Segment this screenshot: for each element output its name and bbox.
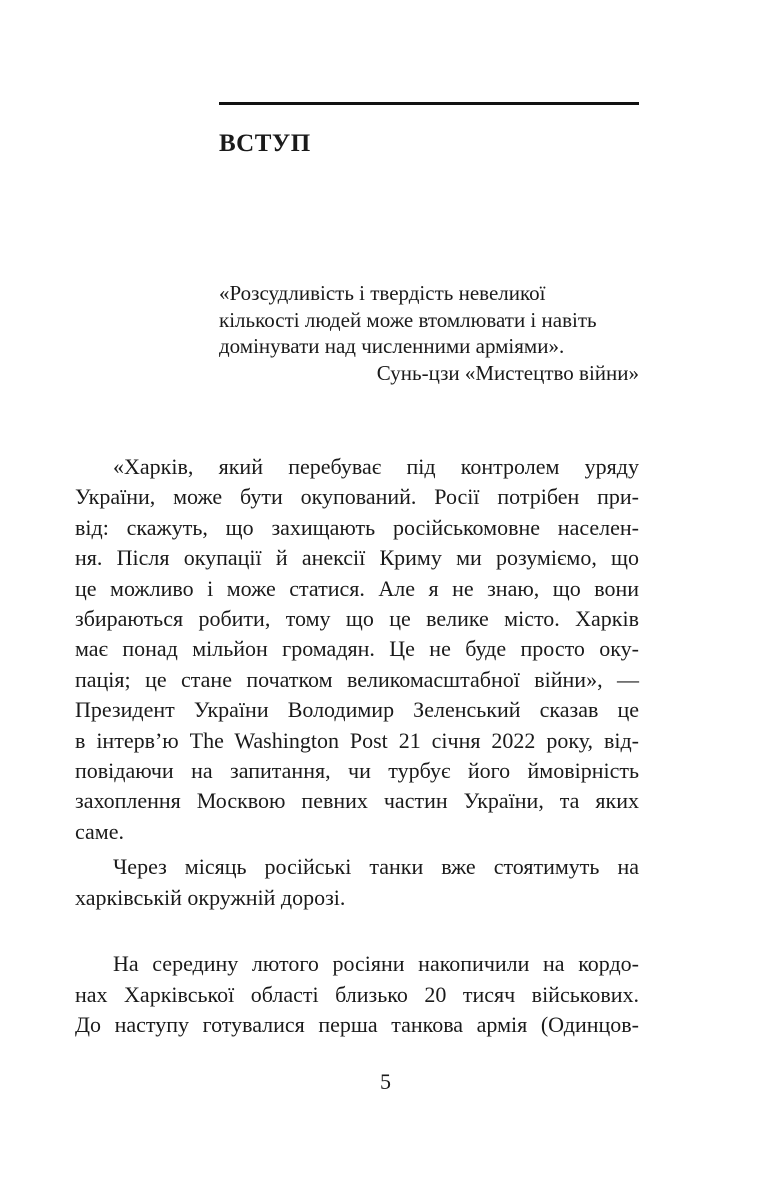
body-text [75,452,639,1040]
text-line: «Харків, який перебуває під контролем уряду [113,454,639,479]
text-line: збираються робити, тому що це велике місто. Харків [75,606,639,632]
text-line: України, може бути окупований. Росії потрібен при- [75,484,639,510]
text-line: На середину лютого росіяни накопичили на кордо- [113,951,639,977]
epigraph-attribution: Сунь-цзи «Мистецтво війни» [376,360,639,385]
text-line: захоплення Москвою певних частин України, та яких [75,788,639,814]
text-line: від: скажуть, що захищають російськомовне населен- [75,514,639,540]
paragraph-2 [75,852,639,913]
epigraph-line: домінувати над численними арміями». [219,334,565,358]
text-line: саме. [75,818,124,844]
text-line: харківській окружній дорозі. [75,884,346,910]
epigraph-line: кількості людей може втомлювати і навіть [219,307,597,332]
chapter-top-rule [219,102,639,105]
text-line: пація; це стане початком великомасштабної війни», — [75,666,639,692]
text-line: Через місяць російські танки вже стоятимуть на [113,854,639,880]
page-number: 5 [380,1069,391,1094]
epigraph [219,280,639,386]
text-line: нах Харківської області близько 20 тисяч військових. [75,981,639,1007]
epigraph-line: «Розсудливість і твердість невеликої [219,281,546,305]
chapter-heading: ВСТУП [219,130,311,157]
text-line: ня. Після окупації й анексії Криму ми розуміємо, що [75,545,639,571]
text-line: має понад мільйон громадян. Це не буде просто оку- [75,636,639,662]
text-line: До наступу готувалися перша танкова армія (Одинцов- [75,1011,639,1037]
paragraph-3 [75,949,639,1040]
text-line: це можливо і може статися. Але я не знаю, що вони [75,575,639,601]
text-line: Президент України Володимир Зеленський сказав це [75,697,639,723]
paragraph-1 [75,452,639,847]
text-line: в інтерв’ю The Washington Post 21 січня 2022 року, від- [75,727,639,753]
text-line: повідаючи на запитання, чи турбує його ймовірність [75,758,639,784]
